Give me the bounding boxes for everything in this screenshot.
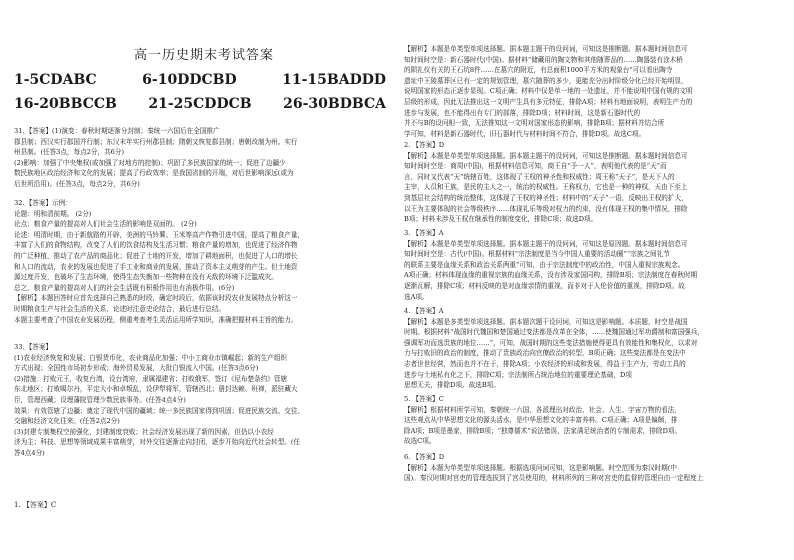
text-line: 时期。根据材料“战国时代魏国和楚国通过变法都是改革在全体，……使魏国通过军功爵制和富国强兵， (404, 328, 705, 337)
left-page (14, 0, 386, 560)
answer-key-row-1 (14, 72, 386, 88)
text-line: 以王为主要体现的社会等级秩序……体现礼乐等级对权力的约束，没有体现王权的集中情况，排除 (404, 204, 688, 213)
answer-group: 11-15BADDD (282, 72, 386, 88)
answer-group: 6-10DDCBD (142, 72, 237, 88)
text-line: 6. 【答案】D (404, 453, 445, 461)
text-line: 源过度开发，也破坏了生态环境，使得生态失衡加一些物种在没有天敌的环境下泛滥成灾。 (14, 273, 278, 282)
text-line: 强调军功而选贵族的地位……”，可知，战国时期的这些变法措施使得更具有效能性和集权化，以求对 (404, 338, 698, 347)
answer-31 (14, 126, 386, 190)
page-title: 高一历史期末考试答案 (134, 48, 275, 63)
text-line: 的陨礼仪有关的王石坑8件……在墓穴的附近，有总面积1000平方米的观象台”可以看出陶寺 (404, 66, 673, 75)
text-line: 臣，管理西藏；设理藩院管理少数民族事务。(任答4点4分) (14, 395, 186, 404)
text-line: 效果：有效管辖了边疆；奠定了现代中国的疆域；统一多民族国家得到巩固；促进民族交流、交往、 (14, 406, 305, 415)
answer-group: 16-20BBCCB (14, 96, 117, 112)
text-line: 到基层社会结构的统治整体，这体现了王权的神圣性；材料中的“天子”一语，反映出王权的扩大， (404, 193, 688, 202)
text-line: 志者世世经营，然而也并不在于，排除A项；小农经济的形成和发展，得益于生产力，劳动工具的 (404, 359, 686, 368)
text-line: 力与打败旧的政治的制度，推动了贵族政治向官僚政治的转型，B项正确；这些变法都是在变法中 (404, 349, 686, 358)
text-line: A项正确；材料体现血缘的重视宗族的血缘关系，没有涉及家国同构，排除B项；宗法制度在春秋时期 (404, 271, 698, 280)
text-line: 济为主；科技、思想等领域成果丰富萌芽，对外交往逐渐走向封闭，逐步开始向近代社会转型。(任 (14, 438, 301, 447)
text-line: 国)。秦汉时期对宫吏的管理选拔到了宫员使用的，材料所列的三种对宫吏的监督的管理自由一定程度上 (404, 474, 704, 483)
text-line: 交融和经济文化往来。(任答2点2分) (14, 417, 120, 426)
text-line: 这些观点从中华思想文化的源头活水，是中华思想文化的丰富养料。C项正确；A项是偏颇，排 (404, 416, 678, 425)
text-line: 知时间时空是：古代(中国)。根据材料“宗法制度是当今中国人重要的活动圈”“宗族之间礼节 (404, 250, 670, 259)
text-line: 州县制。(任答3点，每点2分，共6分) (14, 148, 125, 157)
explanation-6 (404, 452, 782, 484)
explanation-1 (404, 44, 782, 139)
text-line: 4. 【答案】A (404, 307, 444, 315)
answer-group: 1-5CDABC (14, 72, 97, 88)
text-line: 遗址中王陵墓葬区已有一定的规划管理，墓穴随葬的多少，更能充分出时阶级分化已经开始明显， (404, 76, 688, 85)
text-line: 并不与B的设问相一致，无法推知这一文明对国家形态的影响，排除B项；据材料并结合所 (404, 119, 665, 128)
text-line: 32、【答案】示例： (14, 199, 72, 207)
text-line: 逐渐瓦解，排除C项；材料反映的是对血缘亲情的重视，而非对于人伦价值的重视，排除D项。故 (404, 281, 685, 290)
text-line: 3. 【答案】A (404, 229, 444, 237)
text-line: 本题主要考查了中国农业发展历程，侧重考查考生灵活运用所学知识，准确把握材料主旨的能力。 (14, 315, 298, 324)
text-line: 进步与发展，也不能得出有专门的部落，排除D项；材料时间，这是新石器时代的 (404, 108, 641, 117)
text-line: (1)农业经济恢复和发展；白银货币化，农业商品化加强；中小工商业市镇崛起；新的生产组织 (14, 353, 288, 362)
answer-group: 21-25CDDCB (148, 96, 252, 112)
text-line: 【解析】本题是单类型单项选择题。据本题主题干的设问词，可知这是推断题。据本题时间信息可 (404, 151, 688, 160)
text-line: 5. 【答案】C (404, 395, 444, 403)
answer-group: 26-30BDBCA (283, 96, 386, 112)
text-line: 论述：明清时期，由于新航路的开辟，美洲的马铃薯、玉米等高产作物引进中国，提高了粮食产量， (14, 230, 305, 239)
text-line: (2)影响：加强了中央集权(或加强了对地方的控制)；巩固了多民族国家的统一；促进了边疆少 (14, 158, 286, 167)
text-line: 东北地区；打败噶尔丹，平定大小和卓叛乱，设伊犁将军，管辖西北；册封达赖、班禅，派驻藏大 (14, 385, 298, 394)
text-line: 故选C项。 (404, 437, 436, 446)
text-line: 知时间时空是：新石器时代(中国)。据材料“储藏用的陶文物和其他随葬品的……陶器装有涂木桥 (404, 55, 683, 64)
right-page (404, 0, 782, 560)
text-line: 答4点4分) (14, 448, 45, 457)
text-line: 言，同时又代表“天”统辖百姓，这体现了王权的神圣性和权威性；周王称“天子”，是天下人的 (404, 172, 675, 181)
text-line: 郡县制；西汉实行郡国并行制；东汉末年实行州郡县制；隋朝又恢复郡县制；唐朝改制为州。实行 (14, 137, 298, 146)
text-line: 2. 【答案】D (404, 141, 445, 149)
text-line: 数民族地区政治经济和文化的发展；提高了行政效率；是我国省制的开端，对后世影响深远(或为 (14, 169, 294, 178)
text-line: B项；材料未涉及王权在继承性的制度变化，排除C项；故选D项。 (404, 215, 598, 224)
answer-32 (14, 198, 386, 325)
answer-1-footer: 1. 【答案】C (14, 501, 57, 509)
text-line: 【解析】本题是单类型单项选择题。据本题主题干的设问词，可知这是推断题。据本题时间信息可 (404, 45, 688, 53)
text-line: 时期粮食生产与社会生活的关系，论述时注意史论结合，最后进行总结。 (14, 304, 225, 313)
text-line: 论点：粮食产量的提高对人们社会生活的影响是双面的。 (2分) (14, 220, 197, 229)
text-line: 学可知，材料是新石器时代，旧石器时代与材料时间不符合，排除D项。故选C项。 (404, 129, 646, 138)
text-line: 知时间时空是：商周(中国)，根据材料信息可知，商王自“予一人”，表明他代表的是“天”而 (404, 162, 667, 171)
text-line: 【解析】本题是单类型单项选择题。据本题主题干的设问词，可知这是原因题。据本题时间信息可 (404, 239, 688, 248)
text-line: 进步与土地私有化之下，排除C项；宗法制所占统治地位的重要理论基础，D项 (404, 370, 632, 379)
text-line: 思想无关，排除D项。故选B项。 (404, 381, 500, 390)
text-line: (2)措施：打败元王，收复台湾，设台湾府，隶属福建省；打败俄军，签订《尼布楚条约》管辖 (14, 374, 288, 383)
text-line: 【解析】本题是多类型单项选择题。据本题次题干设问词，可知这是影响题。本质题，时空是战国 (404, 317, 688, 326)
text-line: 总之，粮食产量的提高对人们的社会生活既有积极作用也有消极作用。(6分) (14, 283, 235, 292)
text-line: 【解析】本题为单类型单项选择题。根据选项问词可知，这是影响题。时空范围为秦汉时期(中 (404, 463, 677, 472)
explanation-2 (404, 140, 782, 225)
text-line: 丰富了人们的食物结构，改变了人们的饮食结构及生活习惯；粮食产量的增加，也促进了经济作物 (14, 241, 298, 250)
text-line: (3)封建专制集权空前强化，封建制度衰败；社会经济发展出现了新的因素，但仍以小农经 (14, 427, 274, 436)
text-line: 除A项；B项是墨家，排除B项；“独尊儒术”说法错误，法家满足统治者的专制需求，排除D项。 (404, 426, 682, 435)
answer-33 (14, 342, 386, 459)
text-line: 的广泛种植，推动了农产品的商品化；促进了土地的开发，增加了耕地面积，也促进了人口的增长 (14, 251, 298, 260)
text-line: 【解析】根据材料所学可知，秦朝统一六国，各派理出对政治、社会、人生、宇宙万物的看法， (404, 405, 681, 414)
text-line: 说明国家的形态正逐步显现。C项正确；材料中仅是单一地的一处遗址，并不能说明中国有规的文明 (404, 87, 693, 96)
text-line: 后世所沿用)。(任答3点，每点2分，共6分) (14, 179, 140, 188)
text-line: 【解析】本题回答时应首先选择自己熟悉的时段，确定时段后，依据该时段农业发展特点分析这一 (14, 294, 298, 303)
explanation-3 (404, 228, 782, 302)
answer-key-row-2 (14, 96, 386, 112)
text-line: 33、【答案】 (14, 343, 53, 351)
explanation-4 (404, 306, 782, 391)
explanation-5 (404, 394, 782, 447)
text-line: 的联系主要是血缘关系和政治关系两重”可知，由于宗法制度中的政治性，中国人重视宗族观念。 (404, 260, 685, 269)
text-line: 层级的形成，因此无法推出这一文明产生具有多元特征，排除A项；材料有地面说明，表明生产力的 (404, 97, 693, 106)
text-line: 选A项。 (404, 292, 429, 301)
text-line: 和人口的流动，农业的发展也促进了手工业和商业的发展，推动了资本主义萌芽的产生。但土地资 (14, 262, 298, 271)
text-line: 方式出现；全国性市场初步形成；海外贸易发展，大批白银流入中国。(任答3点6分) (14, 364, 259, 373)
text-line: 主宰，人员和王族，是民的主人之一，统治的权威性。王称权力，它也是一种的神权，天由下至上 (404, 183, 688, 192)
text-line: 31、【答案】(1)演变：春秋时期逐渐分封制；秦统一六国后在全国推广 (14, 127, 220, 135)
text-line: 论题：明和清前期。 (2分) (14, 209, 92, 218)
